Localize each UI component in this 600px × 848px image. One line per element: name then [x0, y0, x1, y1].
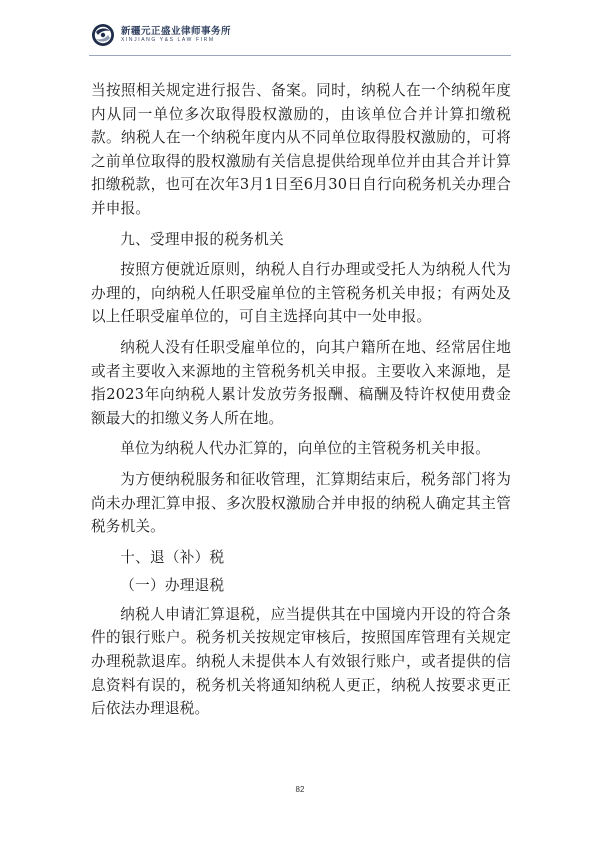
firm-name-chinese: 新疆元正盛业律师事务所 [121, 25, 232, 37]
firm-name-english: XINJIANG Y&S LAW FIRM [121, 37, 215, 44]
page-number: 82 [295, 785, 305, 794]
paragraph: 纳税人申请汇算退税，应当提供其在中国境内开设的符合条件的银行账户。税务机关按规定审核后，按照国库管理有关规定办理税款退库。纳税人未提供本人有效银行账户，或者提供的信息资料有误的，税务机关将通知纳税人更正，纳税人按要求更正后依法办理退税。 [91, 605, 511, 718]
paragraph: 纳税人没有任职受雇单位的，向其户籍所在地、经常居住地或者主要收入来源地的主管税务机关申报。主要收入来源地，是指2023年向纳税人累计发放劳务报酬、稿酬及特许权使用费金额最大的扣缴义务人所在地。 [91, 338, 511, 427]
document-body [91, 79, 511, 721]
paragraph: 为方便纳税服务和征收管理，汇算期结束后，税务部门将为尚未办理汇算申报、多次股权激励合并申报的纳税人确定其主管税务机关。 [91, 470, 511, 536]
section-heading-ten: 十、退（补）税 [120, 548, 225, 566]
letterhead [91, 22, 231, 48]
section-heading-nine: 九、受理申报的税务机关 [120, 230, 285, 248]
paragraph: 单位为纳税人代办汇算的，向单位的主管税务机关申报。 [120, 440, 491, 458]
header-divider [89, 55, 511, 56]
paragraph: 按照方便就近原则，纳税人自行办理或受托人为纳税人代为办理的，向纳税人任职受雇单位的主管税务机关申报；有两处及以上任职受雇单位的，可自主选择向其中一处申报。 [91, 261, 511, 326]
subsection-heading: （一）办理退税 [120, 577, 225, 595]
paragraph-continued: 当按照相关规定进行报告、备案。同时，纳税人在一个纳税年度内从同一单位多次取得股权激励的，由该单位合并计算扣缴税款。纳税人在一个纳税年度内从不同单位取得股权激励的，可将之前单位取得的股权激励有关信息提供给现单位并由其合并计算扣缴税款，也可在次年3月1日至6月30日自行向税务机关办理合并申报。 [91, 82, 511, 217]
firm-logo-icon [91, 23, 115, 47]
